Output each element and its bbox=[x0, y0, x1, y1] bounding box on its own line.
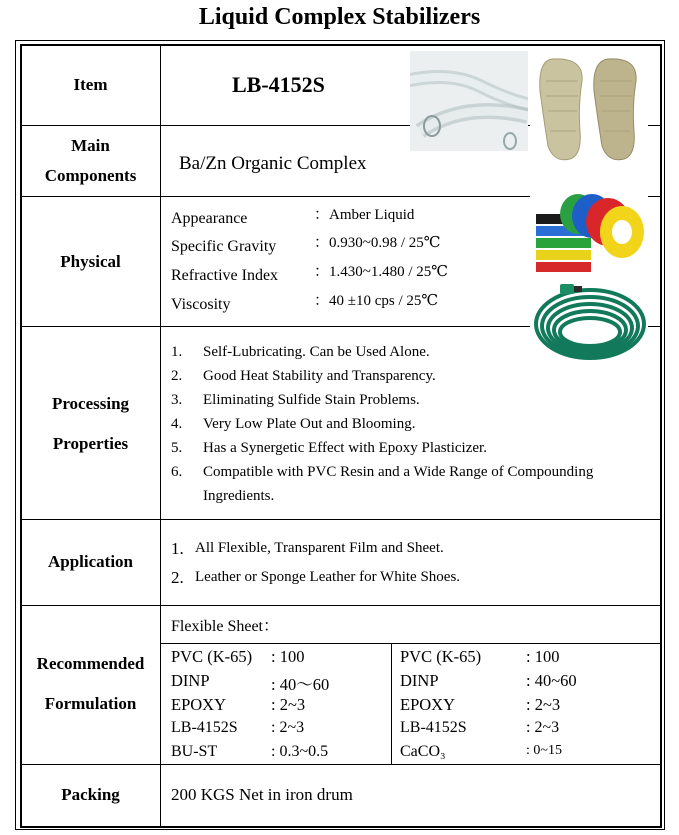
formula-left-value: : 40～60 bbox=[271, 675, 330, 694]
application-num: 2. bbox=[171, 568, 184, 587]
formula-left-name: BU-ST bbox=[171, 743, 218, 760]
shoe-soles-photo bbox=[530, 51, 648, 166]
processing-item: Compatible with PVC Resin and a Wide Range of Compounding bbox=[203, 464, 594, 480]
prop-name-specific-gravity: Specific Gravity bbox=[171, 238, 277, 255]
physical-label: Physical bbox=[60, 252, 121, 271]
formula-right-value: : 0~15 bbox=[526, 743, 562, 758]
processing-label-line2: Properties bbox=[52, 434, 129, 453]
processing-label-line1: Processing bbox=[51, 394, 130, 413]
processing-item: Very Low Plate Out and Blooming. bbox=[203, 416, 416, 432]
processing-item: Eliminating Sulfide Stain Problems. bbox=[203, 392, 420, 408]
formula-right-name: DINP bbox=[400, 671, 439, 690]
application-num: 1. bbox=[171, 539, 184, 558]
formula-right-name: LB-4152S bbox=[400, 719, 467, 736]
formula-right-name: EPOXY bbox=[400, 695, 456, 714]
clear-tubing-photo bbox=[410, 51, 528, 151]
formula-left-name: PVC (K-65) bbox=[171, 647, 253, 666]
formula-left-value: : 2~3 bbox=[271, 695, 306, 714]
processing-item-continued: Ingredients. bbox=[203, 488, 275, 504]
application-item: Leather or Sponge Leather for White Shoes. bbox=[195, 569, 461, 585]
formula-left-name: LB-4152S bbox=[171, 719, 238, 736]
formulation-label-line1: Recommended bbox=[36, 654, 145, 673]
prop-name-refractive-index: Refractive Index bbox=[171, 267, 279, 284]
main-components-label-line1: Main bbox=[71, 136, 110, 155]
formula-left-name: EPOXY bbox=[171, 695, 227, 714]
main-components-value: Ba/Zn Organic Complex bbox=[179, 153, 367, 174]
formulation-header-divider bbox=[160, 643, 662, 644]
application-label: Application bbox=[47, 552, 134, 571]
formula-right-value: : 2~3 bbox=[526, 695, 561, 714]
processing-num: 4. bbox=[171, 416, 183, 432]
formula-left-value: : 100 bbox=[271, 647, 305, 666]
formula-right-value: : 2~3 bbox=[526, 719, 560, 736]
formula-right-name: CaCO₃ bbox=[400, 743, 446, 760]
prop-name-appearance: Appearance bbox=[171, 210, 248, 227]
formula-left-name: DINP bbox=[171, 671, 210, 690]
page-title: Liquid Complex Stabilizers bbox=[198, 4, 481, 30]
main-components-label-line2: Components bbox=[44, 166, 137, 185]
formula-left-value: : 2~3 bbox=[271, 719, 305, 736]
prop-value-refractive-index: ：1.430~1.480 / 25℃ bbox=[314, 264, 449, 280]
row-divider bbox=[20, 764, 662, 765]
formula-left-value: : 0.3~0.5 bbox=[271, 743, 329, 760]
prop-value-specific-gravity: ：0.930~0.98 / 25℃ bbox=[314, 235, 441, 251]
processing-num: 5. bbox=[171, 440, 183, 456]
packing-value: 200 KGS Net in iron drum bbox=[171, 785, 353, 804]
formula-right-value: : 100 bbox=[526, 647, 560, 666]
prop-value-appearance: ：Amber Liquid bbox=[314, 207, 415, 223]
formulation-label-line2: Formulation bbox=[44, 694, 137, 713]
prop-value-viscosity: ：40 ±10 cps / 25℃ bbox=[314, 293, 439, 309]
formulation-column-divider bbox=[391, 643, 392, 764]
processing-num: 2. bbox=[171, 368, 183, 384]
processing-item: Self-Lubricating. Can be Used Alone. bbox=[203, 344, 430, 360]
formula-right-value: : 40~60 bbox=[526, 671, 577, 690]
tape-rolls-photo bbox=[530, 166, 648, 276]
formula-right-name: PVC (K-65) bbox=[400, 647, 482, 666]
garden-hose-photo bbox=[530, 276, 648, 368]
processing-num: 6. bbox=[171, 464, 183, 480]
product-code: LB-4152S bbox=[232, 72, 325, 97]
column-divider bbox=[160, 44, 161, 828]
row-divider bbox=[20, 519, 662, 520]
application-item: All Flexible, Transparent Film and Sheet. bbox=[195, 540, 444, 556]
prop-name-viscosity: Viscosity bbox=[171, 296, 231, 313]
processing-item: Has a Synergetic Effect with Epoxy Plasticizer. bbox=[203, 440, 487, 456]
processing-num: 3. bbox=[171, 392, 183, 408]
processing-item: Good Heat Stability and Transparency. bbox=[203, 368, 436, 384]
formulation-subtitle: Flexible Sheet： bbox=[171, 618, 279, 635]
row-divider bbox=[20, 605, 662, 606]
packing-label: Packing bbox=[61, 785, 120, 804]
item-label: Item bbox=[73, 75, 108, 94]
processing-num: 1. bbox=[171, 344, 183, 360]
